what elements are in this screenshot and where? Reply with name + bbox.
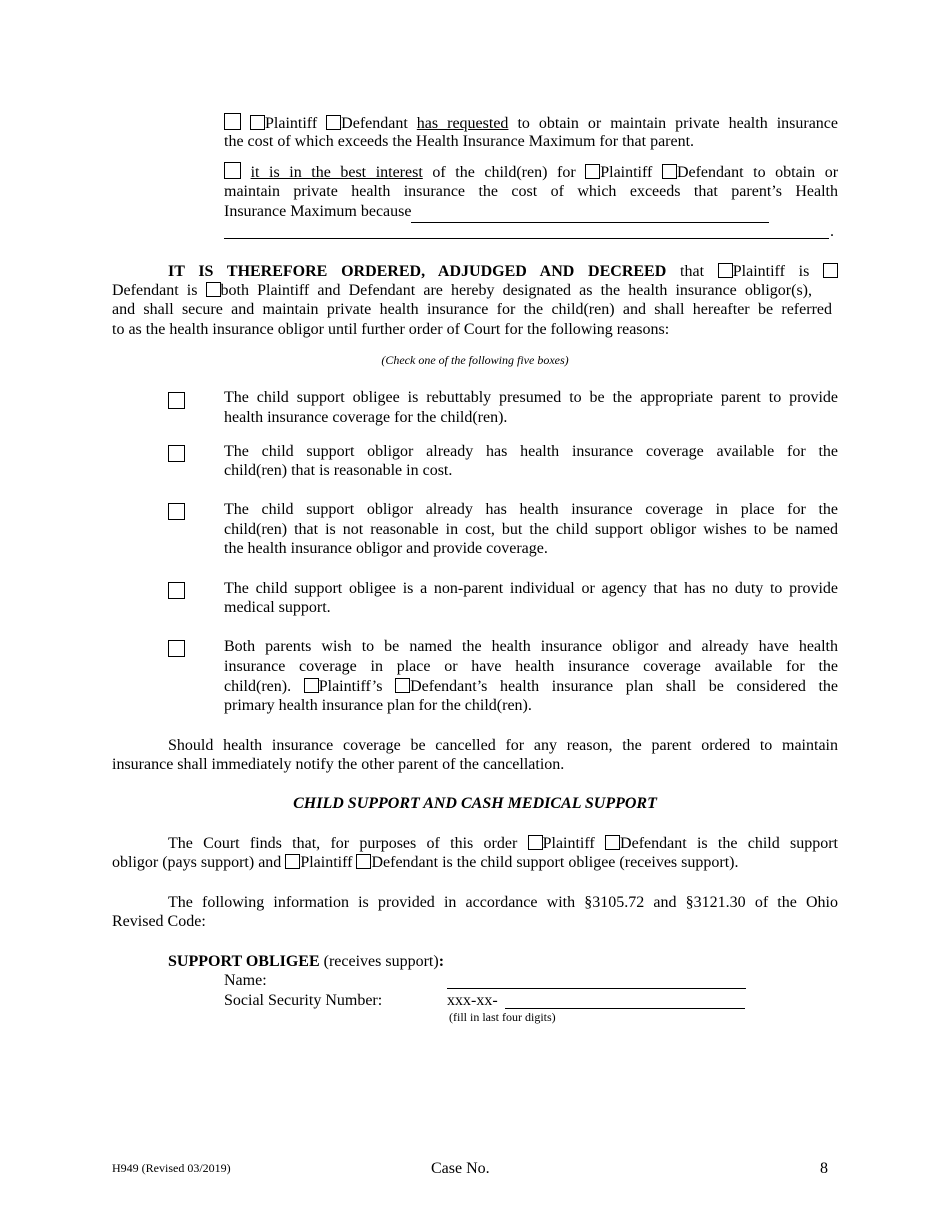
best-interest-text: it is in the best interest [250, 164, 423, 181]
obligee-plaintiff-label: Plaintiff [300, 854, 353, 871]
obligee-heading [168, 952, 444, 972]
obligee-defendant-label: Defendant is the child support obligee (receives support). [371, 854, 739, 871]
order-line-1 [168, 262, 838, 282]
reason-5-line-4: primary health insurance plan for the child(ren). [224, 697, 532, 714]
court-l1-text: The Court finds that, for purposes of this order [168, 835, 518, 852]
ssn-field[interactable] [505, 990, 745, 1009]
court-line-2 [112, 853, 838, 873]
reason-3-line-3: the health insurance obligor and provide coverage. [224, 540, 548, 557]
name-label: Name: [224, 972, 267, 989]
best-interest-mid: of the child(ren) for [432, 164, 576, 181]
case-number-label: Case No. [431, 1160, 490, 1177]
reason-5-line-2: insurance coverage in place or have health insurance coverage available for the [224, 658, 838, 675]
request-line-1 [224, 113, 838, 134]
reason-5-line-3 [224, 677, 838, 697]
obligor-defendant-label: Defendant is the child support [620, 835, 838, 852]
primary-plaintiff-checkbox[interactable] [304, 678, 319, 693]
order-defendant-checkbox[interactable] [823, 263, 838, 278]
reason-5-checkbox[interactable] [168, 640, 185, 657]
cancel-line-2: insurance shall immediately notify the other parent of the cancellation. [112, 756, 565, 773]
order-plaintiff-checkbox[interactable] [718, 263, 733, 278]
court-l2-text: obligor (pays support) and [112, 854, 282, 871]
reason-1-checkbox[interactable] [168, 392, 185, 409]
reason-3-checkbox[interactable] [168, 503, 185, 520]
reason-1-line-1: The child support obligee is rebuttably presumed to be the appropriate parent to provide [224, 389, 838, 406]
best-interest-line-2: maintain private health insurance the cost of which exceeds that parent’s Health [224, 183, 838, 200]
because-end-period: . [830, 223, 834, 240]
order-line-2 [112, 281, 812, 301]
request-plaintiff-label: Plaintiff [265, 115, 318, 132]
request-checkbox[interactable] [224, 113, 241, 130]
primary-plaintiff-label: Plaintiff’s [318, 678, 383, 695]
obligee-plaintiff-checkbox[interactable] [285, 854, 300, 869]
ssn-label: Social Security Number: [224, 992, 383, 1009]
order-that: that [680, 263, 705, 280]
obligor-plaintiff-checkbox[interactable] [528, 835, 543, 850]
reason-4-line-1: The child support obligee is a non-parent individual or agency that has no duty to provide [224, 580, 838, 597]
name-field[interactable] [447, 970, 746, 989]
check-note: (Check one of the following five boxes) [381, 353, 569, 367]
page-number: 8 [820, 1160, 828, 1177]
request-defendant-label: Defendant [341, 115, 408, 132]
reason-2-line-1: The child support obligor already has health insurance coverage available for the [224, 443, 838, 460]
best-interest-line-1 [224, 162, 838, 183]
order-line-3: and shall secure and maintain private health insurance for the child(ren) and shall hereafter be referred [112, 301, 832, 318]
obligee-heading-paren: (receives support) [323, 953, 439, 970]
reason-2-checkbox[interactable] [168, 445, 185, 462]
best-interest-defendant-checkbox[interactable] [662, 164, 677, 179]
order-defendant-label: Defendant is [112, 282, 198, 299]
request-plaintiff-checkbox[interactable] [250, 115, 265, 130]
order-both-checkbox[interactable] [206, 282, 221, 297]
court-line-1 [168, 834, 838, 854]
order-heading: IT IS THEREFORE ORDERED, ADJUDGED AND DECREED [168, 263, 667, 280]
info-line-2: Revised Code: [112, 913, 206, 930]
obligor-defendant-checkbox[interactable] [605, 835, 620, 850]
request-line-1-rest: to obtain or maintain private health insurance [517, 115, 838, 132]
section-heading: CHILD SUPPORT AND CASH MEDICAL SUPPORT [293, 795, 657, 812]
best-interest-plaintiff-label: Plaintiff [600, 164, 653, 181]
reason-4-line-2: medical support. [224, 599, 331, 616]
reason-1-line-2: health insurance coverage for the child(ren). [224, 409, 508, 426]
ssn-prefix: xxx-xx- [447, 992, 498, 1009]
primary-defendant-checkbox[interactable] [395, 678, 410, 693]
order-both-label: both Plaintiff and Defendant are hereby designated as the health insurance obligor(s), [220, 282, 813, 299]
obligee-defendant-checkbox[interactable] [356, 854, 371, 869]
reason-5-children: child(ren). [224, 678, 292, 695]
has-requested-text: has requested [416, 115, 509, 132]
cancel-line-1: Should health insurance coverage be cancelled for any reason, the parent ordered to maintain [168, 737, 838, 754]
reason-4-checkbox[interactable] [168, 582, 185, 599]
reason-5-line-1: Both parents wish to be named the health insurance obligor and already have health [224, 638, 838, 655]
because-label: Insurance Maximum because [224, 203, 412, 220]
order-line-4: to as the health insurance obligor until further order of Court for the following reasons: [112, 321, 670, 338]
info-line-1: The following information is provided in accordance with §3105.72 and §3121.30 of the Ohio [168, 894, 838, 911]
best-interest-defendant-label: Defendant to obtain or [676, 164, 839, 181]
reason-3-line-1: The child support obligor already has health insurance coverage in place for the [224, 501, 838, 518]
because-field-2[interactable] [224, 220, 829, 239]
ssn-note: (fill in last four digits) [449, 1010, 556, 1024]
order-plaintiff-label: Plaintiff is [732, 263, 810, 280]
form-id: H949 (Revised 03/2019) [112, 1161, 231, 1175]
obligor-plaintiff-label: Plaintiff [542, 835, 595, 852]
obligee-colon: : [438, 953, 445, 970]
best-interest-plaintiff-checkbox[interactable] [585, 164, 600, 179]
obligee-heading-text: SUPPORT OBLIGEE [168, 953, 320, 970]
request-line-2: the cost of which exceeds the Health Insurance Maximum for that parent. [224, 133, 695, 150]
best-interest-checkbox[interactable] [224, 162, 241, 179]
request-defendant-checkbox[interactable] [326, 115, 341, 130]
reason-3-line-2: child(ren) that is not reasonable in cost, but the child support obligor wishes to be named [224, 521, 838, 538]
reason-2-line-2: child(ren) that is reasonable in cost. [224, 462, 453, 479]
primary-defendant-label: Defendant’s health insurance plan shall be considered the [410, 678, 839, 695]
